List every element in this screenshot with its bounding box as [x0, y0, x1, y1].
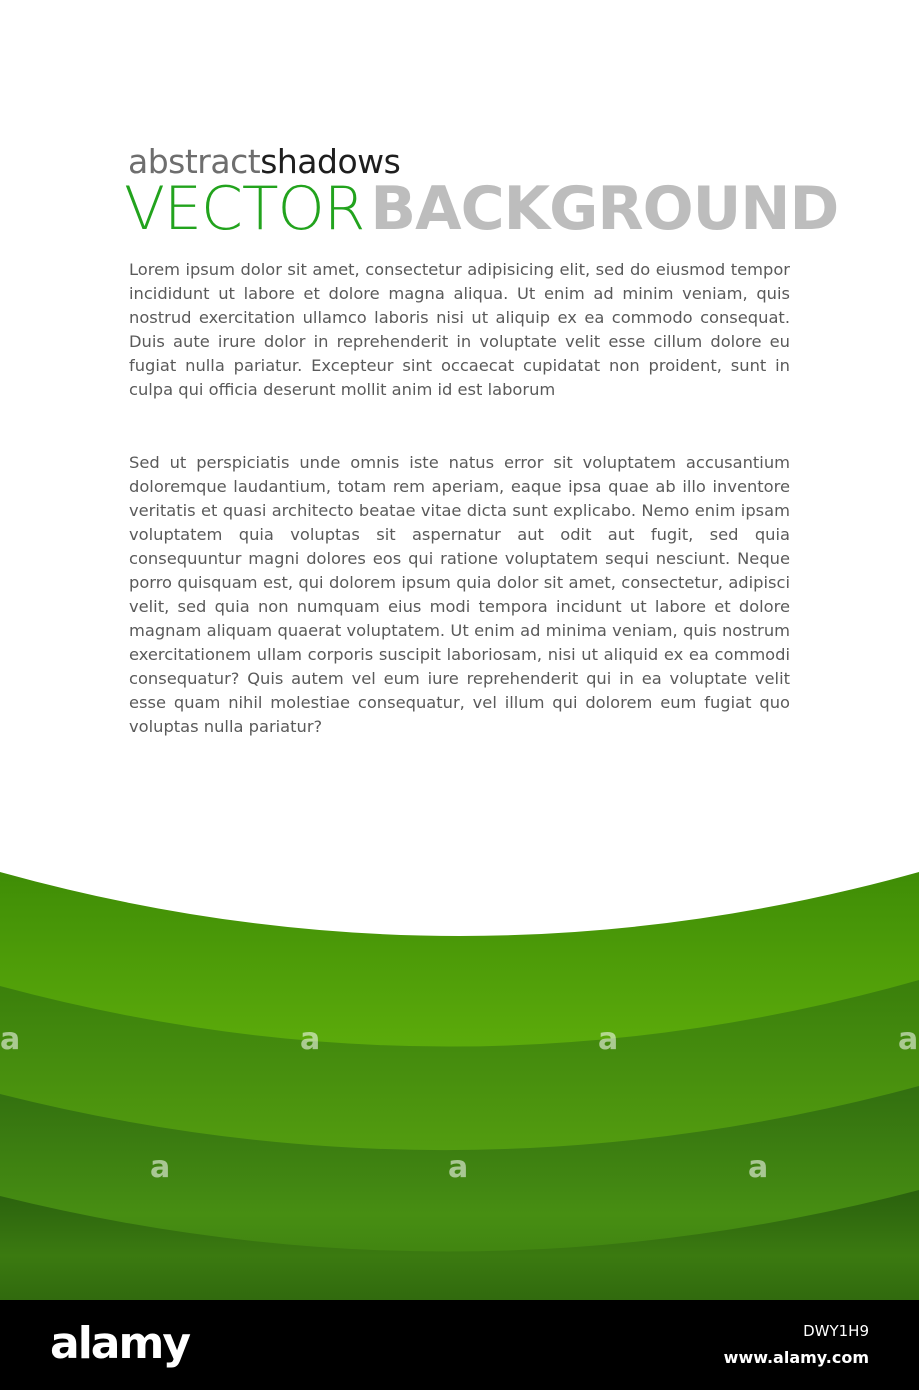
watermark-glyph: a [300, 1022, 321, 1057]
watermark-glyph: a [448, 1150, 469, 1185]
headline-gray-word: BACKGROUND [370, 174, 839, 244]
headline-green-word: VECTOR [124, 174, 365, 244]
brand-part-light: abstract [128, 142, 261, 181]
headline [124, 176, 838, 242]
brand-part-dark: shadows [260, 142, 401, 181]
footer-image-id: DWY1H9 [803, 1322, 869, 1340]
green-wave-layers [0, 860, 919, 1300]
footer-logo: alamy [50, 1318, 189, 1369]
watermark-glyph: a [598, 1022, 619, 1057]
watermark-glyph: a [748, 1150, 769, 1185]
watermark-footer-bar [0, 1300, 919, 1390]
watermark-glyph: a [898, 1022, 919, 1057]
watermark-glyph: a [0, 1022, 21, 1057]
body-paragraph-1: Lorem ipsum dolor sit amet, consectetur adipisicing elit, sed do eiusmod tempor incididunt ut labore et dolore magna aliqua. Ut enim ad minim veniam, quis nostrud exercitation ullamco laboris nisi ut aliquip ex ea commodo consequat. Duis aute irure dolor in reprehenderit in voluptate velit esse cillum dolore eu fugiat nulla pariatur. Excepteur sint occaecat cupidatat non proident, sunt in culpa qui officia deserunt mollit anim id est laborum [129, 260, 790, 399]
body-paragraph-2: Sed ut perspiciatis unde omnis iste natus error sit voluptatem accusantium doloremque laudantium, totam rem aperiam, eaque ipsa quae ab illo inventore veritatis et quasi architecto beatae vitae dicta sunt explicabo. Nemo enim ipsam voluptatem quia voluptas sit aspernatur aut odit aut fugit, sed quia consequuntur magni dolores eos qui ratione voluptatem sequi nesciunt. Neque porro quisquam est, qui dolorem ipsum quia dolor sit amet, consectetur, adipisci velit, sed quia non numquam eius modi tempora incidunt ut labore et dolore magnam aliquam quaerat voluptatem. Ut enim ad minima veniam, quis nostrum exercitationem ullam corporis suscipit laboriosam, nisi ut aliquid ex ea commodi consequatur? Quis autem vel eum iure reprehenderit qui in ea voluptate velit esse quam nihil molestiae consequatur, vel illum qui dolorem eum fugiat quo voluptas nulla pariatur? [129, 453, 790, 736]
footer-url: www.alamy.com [723, 1348, 869, 1367]
watermark-glyph: a [150, 1150, 171, 1185]
